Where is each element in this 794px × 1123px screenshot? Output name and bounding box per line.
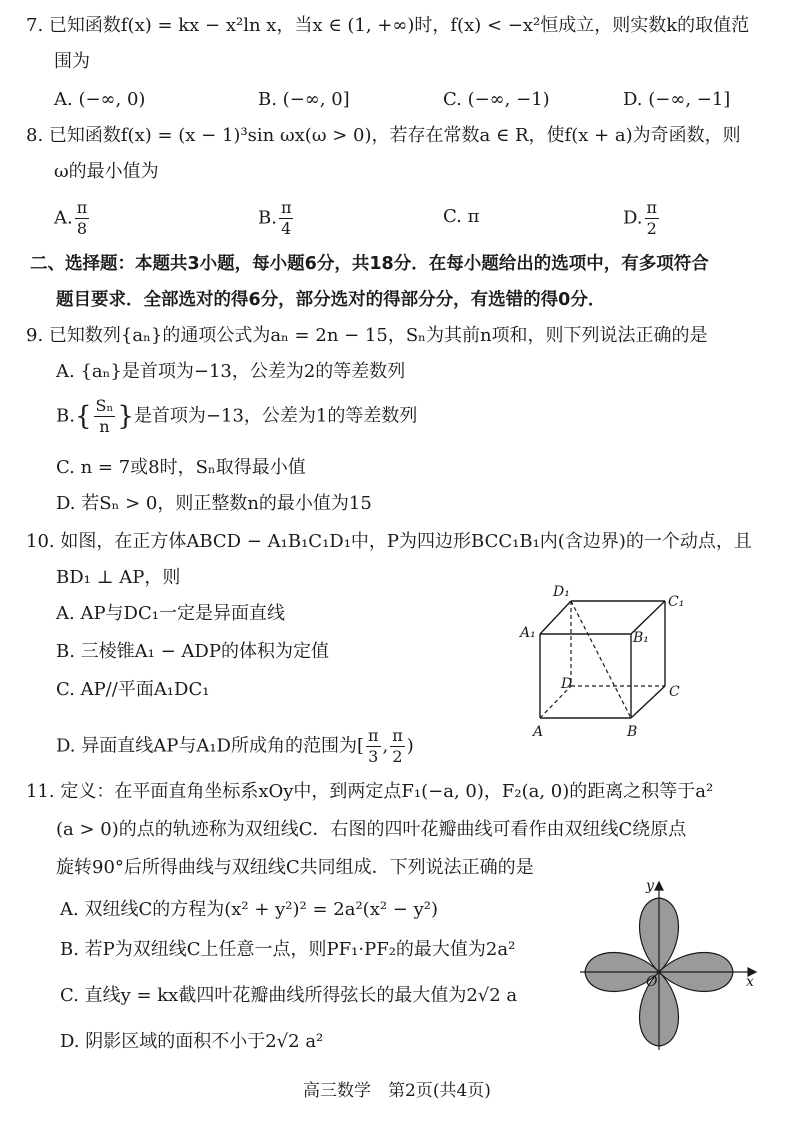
q8-option-c: C. π xyxy=(443,206,480,227)
q10-option-b: B. 三棱锥A₁ − ADP的体积为定值 xyxy=(56,641,329,662)
label-origin: O xyxy=(646,974,658,990)
label-d1: D₁ xyxy=(553,584,570,600)
label-y: y xyxy=(646,880,654,894)
q7-stem-line1: 7. 已知函数f(x) = kx − x²ln x，当x ∈ (1, +∞)时，f(x) < −x²恒成立，则实数k的取值范 xyxy=(26,15,750,36)
q11-stem-line3: 旋转90°后所得曲线与双纽线C共同组成．下列说法正确的是 xyxy=(56,857,534,878)
label-c1: C₁ xyxy=(668,594,685,610)
q7-option-b: B. (−∞, 0] xyxy=(258,89,350,110)
lemniscate-figure xyxy=(580,880,760,1050)
q7-option-a: A. (−∞, 0) xyxy=(54,89,146,110)
q8-option-a: A. $\frac{\pi}{8}$ xyxy=(54,198,88,238)
q9-option-a: A. {aₙ}是首项为−13，公差为2的等差数列 xyxy=(56,361,406,382)
cube-figure xyxy=(515,584,690,742)
section2-header-line1: 二、选择题：本题共3小题，每小题6分，共18分．在每小题给出的选项中，有多项符合 xyxy=(30,254,709,274)
q9-option-c: C. n = 7或8时，Sₙ取得最小值 xyxy=(56,457,306,478)
q9-option-d: D. 若Sₙ > 0，则正整数n的最小值为15 xyxy=(56,493,372,514)
q11-option-d: D. 阴影区域的面积不小于2√2 a² xyxy=(60,1031,324,1052)
label-b: B xyxy=(627,724,638,740)
q11-option-a: A. 双纽线C的方程为(x² + y²)² = 2a²(x² − y²) xyxy=(60,899,438,920)
label-a1: A₁ xyxy=(520,625,536,641)
q10-stem-line1: 10. 如图，在正方体ABCD − A₁B₁C₁D₁中，P为四边形BCC₁B₁内(含边界)的一个动点，且 xyxy=(26,531,752,552)
q7-option-c: C. (−∞, −1) xyxy=(443,89,550,110)
q10-option-a: A. AP与DC₁一定是异面直线 xyxy=(56,603,285,624)
q8-option-d: D. $\frac{\pi}{2}$ xyxy=(623,198,658,238)
q9-option-b: B.{ $\frac{\text{Sₙ}}{n}$ }是首项为−13，公差为1的等差数列 xyxy=(56,396,418,436)
q11-stem-line1: 11. 定义：在平面直角坐标系xOy中，到两定点F₁(−a, 0)，F₂(a, 0)的距离之积等于a² xyxy=(26,781,714,802)
q11-option-b: B. 若P为双纽线C上任意一点，则PF₁·PF₂的最大值为2a² xyxy=(60,939,516,960)
q8-option-b: B. $\frac{\pi}{4}$ xyxy=(258,198,292,238)
q10-option-d: D. 异面直线AP与A₁D所成角的范围为[ $\frac{\pi}{3}$ , $\frac{\pi}{2}$ ) xyxy=(56,726,414,766)
q11-option-c: C. 直线y = kx截四叶花瓣曲线所得弦长的最大值为2√2 a xyxy=(60,985,518,1006)
label-x: x xyxy=(746,974,754,990)
page-footer: 高三数学 第2页(共4页) xyxy=(303,1081,491,1101)
label-d: D xyxy=(561,676,573,692)
q7-option-d: D. (−∞, −1] xyxy=(623,89,731,110)
q8-stem-line2: ω的最小值为 xyxy=(54,161,159,182)
q7-stem-line2: 围为 xyxy=(54,51,90,72)
label-a: A xyxy=(533,724,544,740)
q9-stem: 9. 已知数列{aₙ}的通项公式为aₙ = 2n − 15，Sₙ为其前n项和，则下列说法正确的是 xyxy=(26,325,708,346)
label-b1: B₁ xyxy=(633,630,649,646)
label-c: C xyxy=(669,684,680,700)
q10-stem-line2: BD₁ ⊥ AP，则 xyxy=(56,567,181,588)
q10-option-c: C. AP//平面A₁DC₁ xyxy=(56,679,210,700)
q8-stem-line1: 8. 已知函数f(x) = (x − 1)³sin ωx(ω > 0)，若存在常数a ∈ R，使f(x + a)为奇函数，则 xyxy=(26,125,741,146)
section2-header-line2: 题目要求．全部选对的得6分，部分选对的得部分分，有选错的得0分． xyxy=(56,290,606,310)
q11-stem-line2: (a > 0)的点的轨迹称为双纽线C．右图的四叶花瓣曲线可看作由双纽线C绕原点 xyxy=(56,819,687,840)
